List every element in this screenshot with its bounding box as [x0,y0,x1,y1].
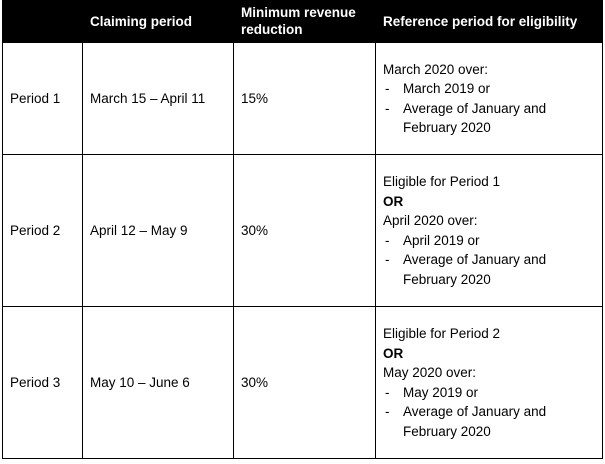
claiming-period-cell: April 12 – May 9 [83,155,234,307]
table-row [3,43,603,155]
reference-cell [376,43,603,155]
header-period [3,0,83,43]
reference-intro: April 2020 over: [383,213,478,228]
eligibility-table [2,0,603,459]
header-min-reduction: Minimum revenue reduction [234,0,376,43]
header-reference-period: Reference period for eligibility [376,0,603,43]
reference-or-label: OR [383,193,404,209]
min-reduction-cell: 30% [234,155,376,307]
list-item: - Average of January and February 2020 [385,404,547,439]
reference-list [383,79,595,138]
dash-bullet-icon: - [385,232,390,248]
dash-bullet-icon: - [385,384,390,400]
min-reduction-cell: 30% [234,307,376,459]
header-row [3,0,603,43]
table-row [3,155,603,307]
list-item: - March 2019 or [383,79,595,99]
dash-bullet-icon: - [385,81,390,96]
reference-eligible-prev: Eligible for Period 1 [383,174,501,189]
list-item: - Average of January and February 2020 [385,252,547,287]
dash-bullet-icon: - [385,252,390,267]
reference-list [383,231,595,290]
list-item: - May 2019 or [383,383,595,403]
reference-eligible-prev: Eligible for Period 2 [383,326,501,341]
reference-list [383,383,595,442]
dash-bullet-icon: - [385,100,390,116]
table-row [3,307,603,459]
reference-intro: May 2020 over: [383,365,477,380]
period-cell: Period 3 [3,307,83,459]
header-claiming-period: Claiming period [83,0,234,43]
claiming-period-cell: March 15 – April 11 [83,43,234,155]
reference-cell [376,155,603,307]
list-item: - Average of January and February 2020 [385,100,547,135]
list-item: - April 2019 or [383,231,595,251]
dash-bullet-icon: - [385,404,390,419]
period-cell: Period 1 [3,43,83,155]
reference-intro: March 2020 over: [383,61,489,77]
period-cell: Period 2 [3,155,83,307]
reference-cell [376,307,603,459]
reference-or-label: OR [383,345,404,361]
claiming-period-cell: May 10 – June 6 [83,307,234,459]
min-reduction-cell: 15% [234,43,376,155]
